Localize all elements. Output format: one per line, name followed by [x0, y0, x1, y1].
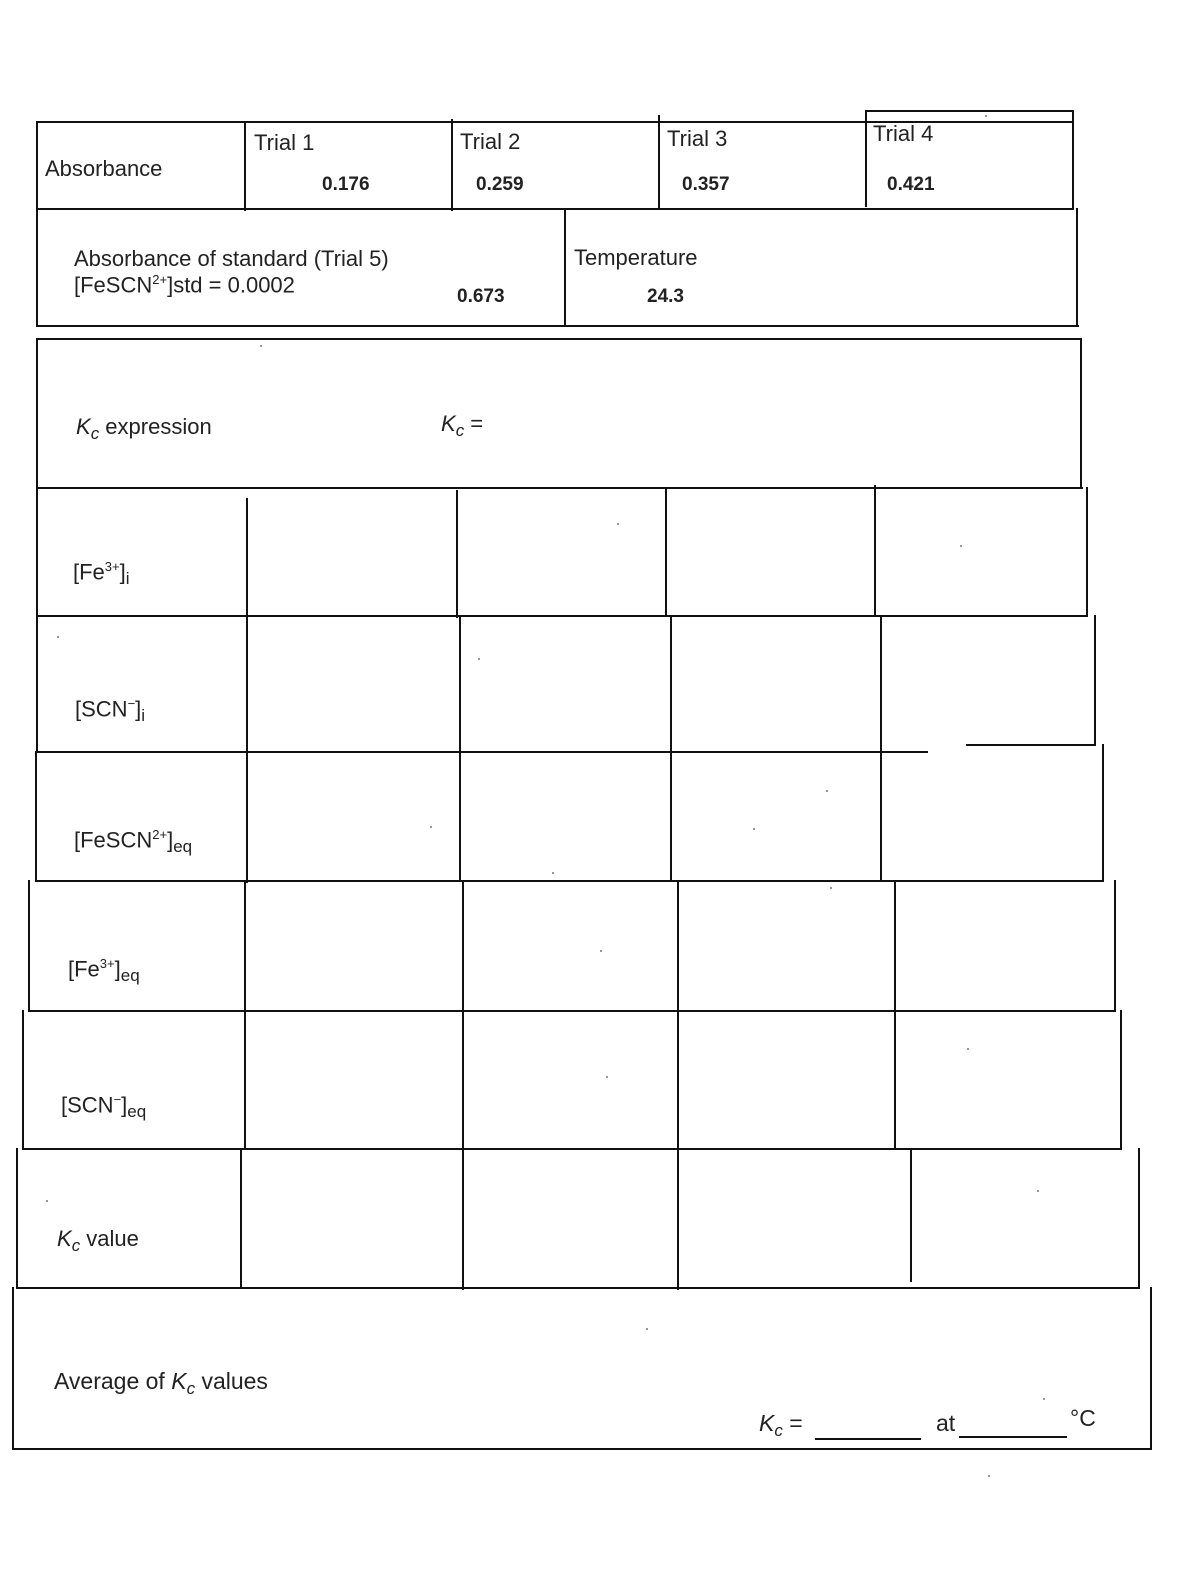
trial-3-value: 0.357 [682, 174, 730, 195]
calc-table-border [1086, 487, 1088, 617]
top-table-border [1076, 208, 1078, 326]
column-divider [880, 615, 882, 882]
column-divider [874, 485, 876, 617]
trial-divider [658, 115, 660, 209]
calc-table-border [1080, 338, 1082, 489]
column-divider [246, 498, 248, 883]
at-label: at [936, 1410, 956, 1436]
scan-speck [552, 872, 554, 874]
kc-equals-label: $K_c$ = [441, 411, 484, 440]
column-divider [462, 880, 464, 1290]
scan-speck [606, 1076, 608, 1078]
trial-2-value: 0.259 [476, 174, 524, 195]
column-divider [670, 615, 672, 882]
column-divider [677, 880, 679, 1290]
standard-absorbance-value: 0.673 [457, 286, 505, 307]
column-divider [894, 880, 896, 1150]
trial-4-label: Trial 4 [873, 121, 934, 146]
scan-speck [430, 826, 432, 828]
standard-concentration-label: [FeSCN$^{2+}$]std = 0.0002 [74, 272, 295, 298]
scan-speck [600, 950, 602, 952]
row-divider [16, 1287, 1140, 1289]
scan-speck [960, 545, 962, 547]
scan-speck [1037, 1190, 1039, 1192]
kc-expression-label: $K_c$ expression [76, 414, 212, 443]
calc-table-border [1120, 1010, 1122, 1150]
row-divider [37, 615, 1088, 617]
calc-table-border [12, 1448, 1152, 1450]
calc-table-border [1114, 880, 1116, 1012]
row-divider [22, 1148, 1121, 1150]
top-table-divider [36, 208, 1074, 210]
scan-speck [967, 1048, 969, 1050]
temperature-label: Temperature [574, 245, 698, 270]
calc-table-border [36, 338, 38, 753]
column-divider [665, 489, 667, 617]
standard-absorbance-label: Absorbance of standard (Trial 5) [74, 246, 389, 271]
top-table-border [244, 121, 864, 123]
trial-divider [451, 119, 453, 211]
top-table-border [37, 325, 1079, 327]
scn-equilibrium-label: $[SCN^-]_{eq}$ [61, 1092, 147, 1122]
column-divider [244, 880, 246, 1150]
degree-celsius-unit: °C [1070, 1405, 1096, 1431]
absorbance-label: Absorbance [45, 156, 163, 181]
calc-table-border [35, 751, 37, 882]
scan-speck [1043, 1398, 1045, 1400]
kc-answer-blank[interactable] [815, 1416, 921, 1440]
top-table-border [1072, 110, 1074, 210]
scan-speck [46, 1200, 48, 1202]
top-table-border [36, 121, 38, 327]
trial-4-value: 0.421 [887, 174, 935, 195]
column-divider [240, 1148, 242, 1289]
scan-speck [478, 658, 480, 660]
trial-3-label: Trial 3 [667, 126, 728, 151]
scan-speck [57, 636, 59, 638]
final-kc-line: $K_c$ = [759, 1410, 803, 1440]
scan-speck [985, 115, 987, 117]
calc-table-border [22, 1010, 24, 1150]
scan-speck [826, 790, 828, 792]
row-divider [37, 487, 1083, 489]
row-divider [966, 744, 1095, 746]
row-divider [36, 751, 928, 753]
kc-value-label: $K_c$ value [57, 1226, 139, 1255]
temperature-answer-blank[interactable] [959, 1414, 1067, 1438]
scan-speck [988, 1475, 990, 1477]
trial-1-value: 0.176 [322, 174, 370, 195]
calc-table-border [28, 880, 30, 1012]
calc-table-border [1150, 1287, 1152, 1450]
scn-initial-label: $[SCN^-]_i$ [75, 696, 146, 726]
scan-speck [753, 828, 755, 830]
trial-divider [244, 121, 246, 211]
fe-initial-label: $[Fe^{3+}]_i$ [73, 559, 130, 589]
row-divider [28, 1010, 1115, 1012]
scan-speck [260, 345, 262, 347]
column-divider [910, 1148, 912, 1282]
scan-speck [646, 1328, 648, 1330]
temperature-value: 24.3 [647, 286, 684, 307]
trial-divider [865, 111, 867, 207]
average-kc-label: Average of $K_c$ values [54, 1368, 268, 1398]
calc-table-border [1094, 615, 1096, 746]
calc-table-border [12, 1287, 14, 1450]
fe-equilibrium-label: $[Fe^{3+}]_{eq}$ [68, 956, 140, 986]
row-divider [35, 880, 1102, 882]
calc-table-border [1138, 1148, 1140, 1289]
calc-table-border [16, 1148, 18, 1289]
scan-speck [617, 523, 619, 525]
trial-1-label: Trial 1 [254, 130, 315, 155]
temperature-divider [564, 210, 566, 326]
scan-speck [830, 887, 832, 889]
trial-2-label: Trial 2 [460, 129, 521, 154]
calc-table-border [1102, 744, 1104, 882]
top-table-border [865, 110, 1073, 112]
column-divider [456, 490, 458, 618]
fescn-equilibrium-label: $[FeSCN^{2+}]_{eq}$ [74, 827, 193, 857]
calc-table-border [36, 338, 1080, 340]
column-divider [459, 615, 461, 882]
